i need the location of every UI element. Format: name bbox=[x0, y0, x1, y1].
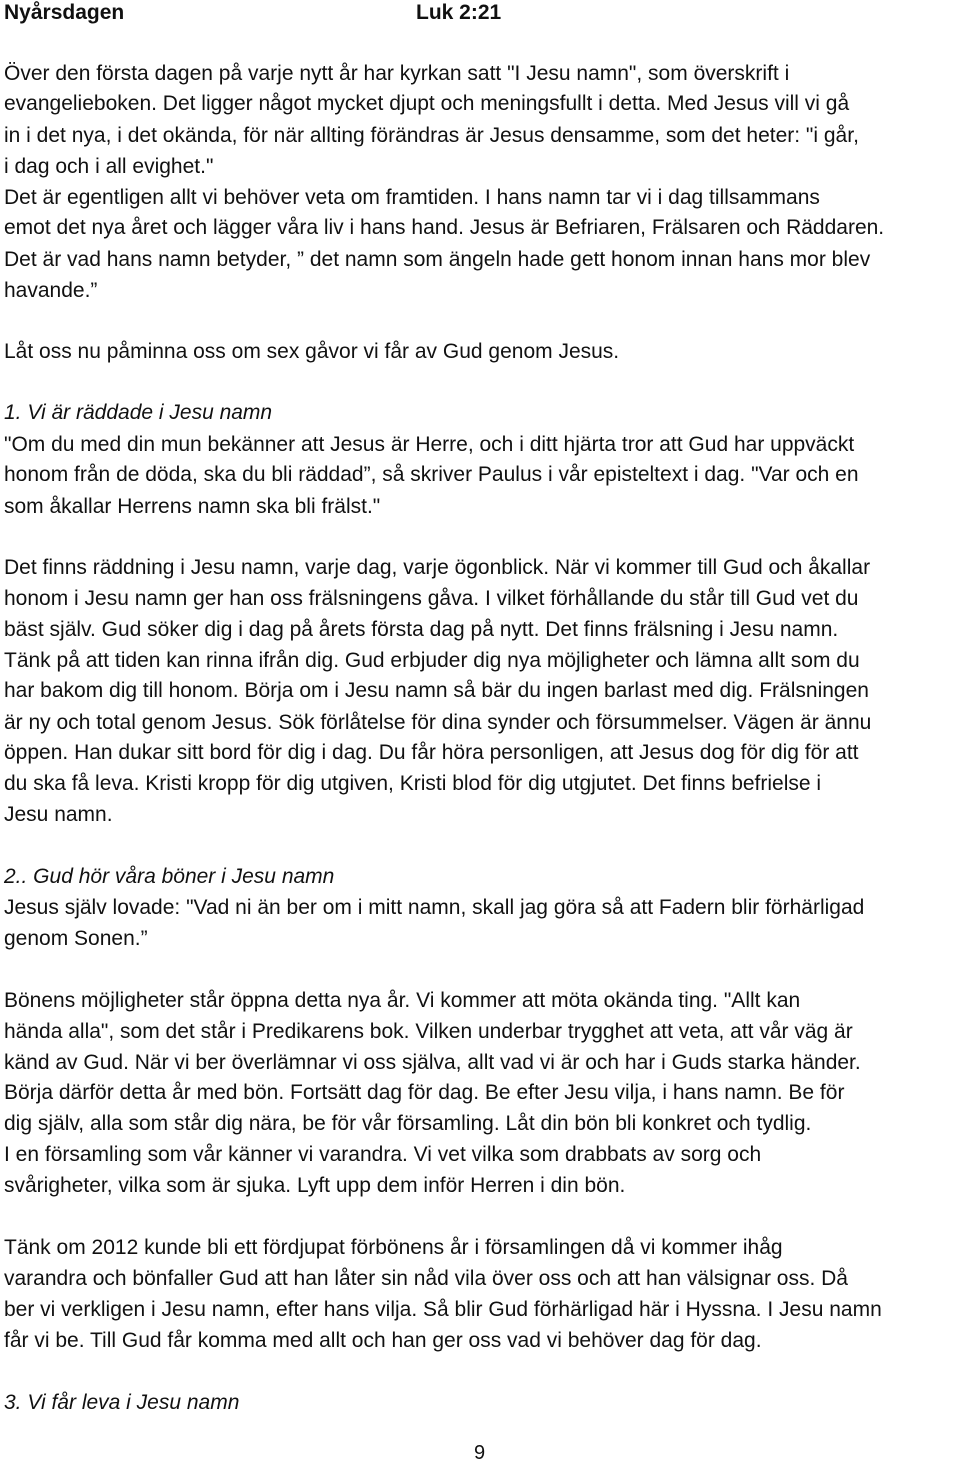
body-line: har bakom dig till honom. Börja om i Jesu namn så bär du ingen barlast med dig. Frälsningen bbox=[4, 679, 869, 702]
body-line: Tänk på att tiden kan rinna ifrån dig. Gud erbjuder dig nya möjligheter och lämna allt som du bbox=[4, 649, 860, 672]
body-line: Jesus själv lovade: "Vad ni än ber om i mitt namn, skall jag göra så att Fadern blir förhärligad bbox=[4, 896, 865, 919]
body-line: Bönens möjligheter står öppna detta nya år. Vi kommer att möta okända ting. "Allt kan bbox=[4, 989, 801, 1012]
body-line: dig själv, alla som står dig nära, be för vår församling. Låt din bön bli konkret och tydlig. bbox=[4, 1112, 812, 1135]
body-line: varandra och bönfaller Gud att han låter sin nåd vila över oss och att han välsignar oss. Då bbox=[4, 1267, 848, 1290]
body-line: Låt oss nu påminna oss om sex gåvor vi får av Gud genom Jesus. bbox=[4, 340, 620, 363]
body-line: du ska få leva. Kristi kropp för dig utgiven, Kristi blod för dig utgjutet. Det finns befrielse i bbox=[4, 772, 822, 795]
body-line: honom i Jesu namn ger han oss frälsningens gåva. I vilket förhållande du står till Gud vet du bbox=[4, 587, 859, 610]
body-line: havande.” bbox=[4, 279, 98, 302]
body-line: genom Sonen.” bbox=[4, 927, 148, 950]
body-line: i dag och i all evighet." bbox=[4, 155, 214, 178]
section-heading-2: 2.. Gud hör våra böner i Jesu namn bbox=[4, 865, 335, 888]
body-line: svårigheter, vilka som är sjuka. Lyft upp dem inför Herren i din bön. bbox=[4, 1174, 626, 1197]
body-line: honom från de döda, ska du bli räddad”, så skriver Paulus i vår episteltext i dag. "Var och en bbox=[4, 463, 859, 486]
body-line: evangelieboken. Det ligger något mycket djupt och meningsfullt i detta. Med Jesus vill vi gå bbox=[4, 92, 850, 115]
body-line: känd av Gud. När vi ber överlämnar vi oss själva, allt vad vi är och har i Guds starka händer. bbox=[4, 1051, 861, 1074]
body-line: hända alla", som det står i Predikarens bok. Vilken underbar trygghet att veta, att vår väg är bbox=[4, 1020, 853, 1043]
body-line: är ny och total genom Jesus. Sök förlåtelse för dina synder och försummelser. Vägen är ännu bbox=[4, 711, 872, 734]
body-line: I en församling som vår känner vi varandra. Vi vet vilka som drabbats av sorg och bbox=[4, 1143, 762, 1166]
body-line: Jesu namn. bbox=[4, 803, 113, 826]
body-line: som åkallar Herrens namn ska bli frälst." bbox=[4, 495, 381, 518]
body-line: Börja därför detta år med bön. Fortsätt dag för dag. Be efter Jesu vilja, i hans namn. Be för bbox=[4, 1081, 845, 1104]
section-heading-3: 3. Vi får leva i Jesu namn bbox=[4, 1391, 240, 1414]
section-heading-1: 1. Vi är räddade i Jesu namn bbox=[4, 401, 273, 424]
body-line: Det finns räddning i Jesu namn, varje dag, varje ögonblick. När vi kommer till Gud och åkallar bbox=[4, 556, 871, 579]
body-line: "Om du med din mun bekänner att Jesus är Herre, och i ditt hjärta tror att Gud har uppväckt bbox=[4, 433, 855, 456]
body-line: Det är egentligen allt vi behöver veta om framtiden. I hans namn tar vi i dag tillsammans bbox=[4, 186, 820, 209]
body-line: in i det nya, i det okända, för när allting förändras är Jesus densamme, som det heter: "i går, bbox=[4, 124, 859, 147]
body-line: bäst själv. Gud söker dig i dag på årets första dag på nytt. Det finns frälsning i Jesu namn. bbox=[4, 618, 839, 641]
body-line: får vi be. Till Gud får komma med allt och han ger oss vad vi behöver dag för dag. bbox=[4, 1329, 762, 1352]
document-title: Nyårsdagen bbox=[4, 1, 125, 24]
scripture-reference: Luk 2:21 bbox=[416, 1, 502, 24]
body-line: Över den första dagen på varje nytt år har kyrkan satt "I Jesu namn", som överskrift i bbox=[4, 62, 790, 85]
body-line: Tänk om 2012 kunde bli ett fördjupat förbönens år i församlingen då vi kommer ihåg bbox=[4, 1236, 783, 1259]
body-line: öppen. Han dukar sitt bord för dig i dag. Du får höra personligen, att Jesus dog för dig för att bbox=[4, 741, 859, 764]
body-line: emot det nya året och lägger våra liv i hans hand. Jesus är Befriaren, Frälsaren och Räddaren. bbox=[4, 216, 885, 239]
body-line: Det är vad hans namn betyder, ” det namn som ängeln hade gett honom innan hans mor blev bbox=[4, 248, 871, 271]
page-number: 9 bbox=[474, 1442, 486, 1464]
body-line: ber vi verkligen i Jesu namn, efter hans vilja. Så blir Gud förhärligad här i Hyssna. I Jesu namn bbox=[4, 1298, 882, 1321]
